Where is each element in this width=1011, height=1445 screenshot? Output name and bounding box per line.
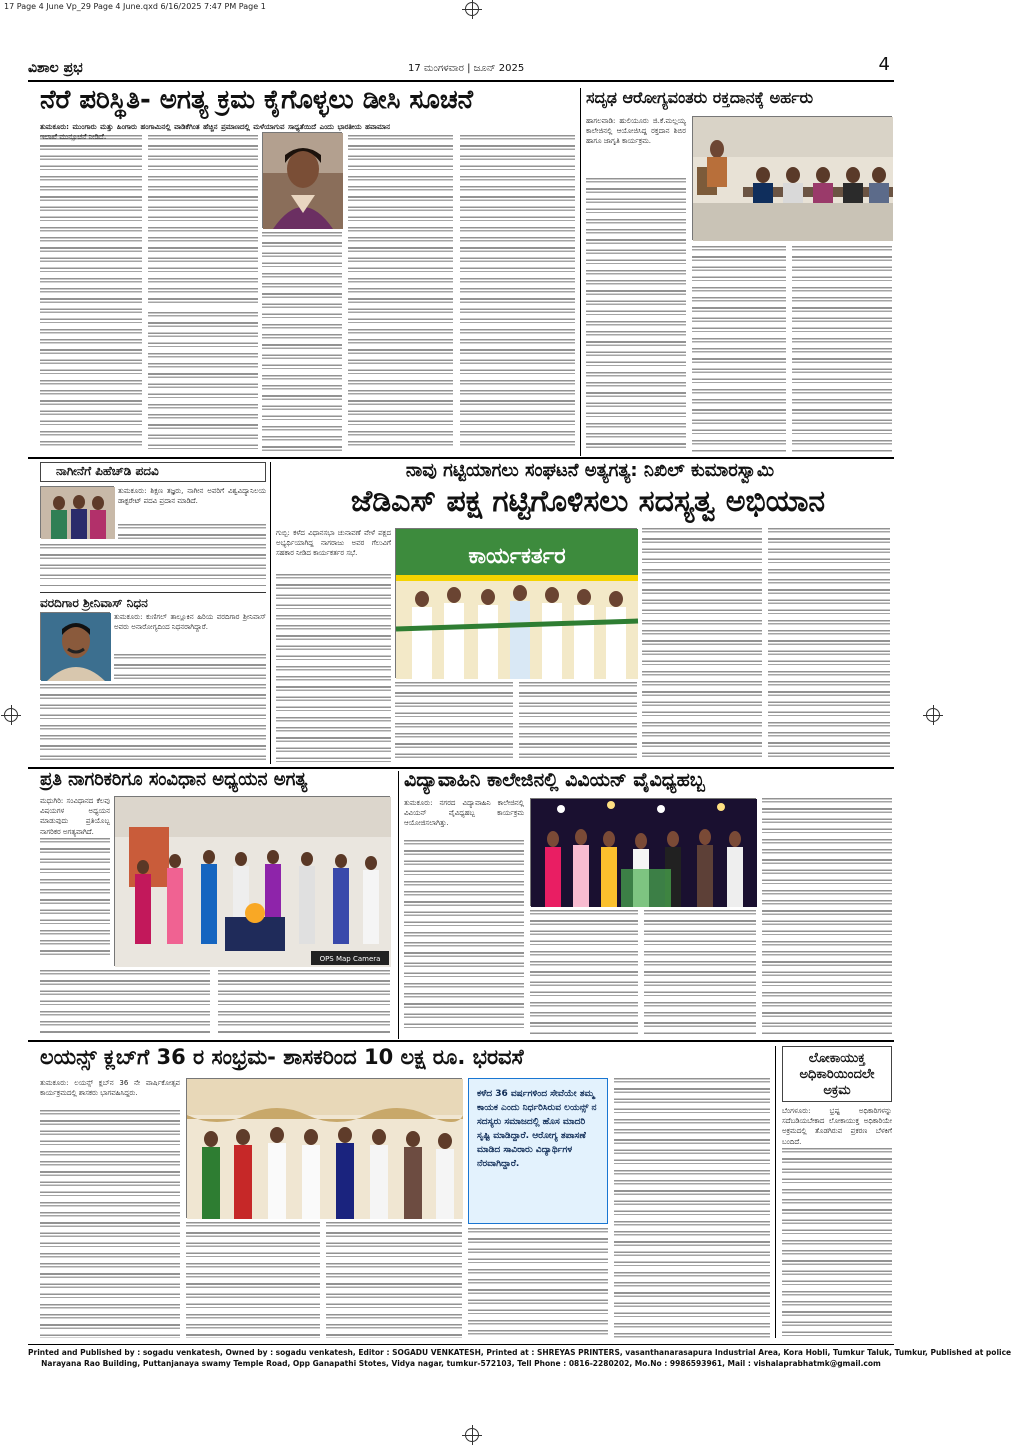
constitution-dateline: ಮಧುಗಿರಿ: ಸಂವಿಧಾನದ ಕೆಲವು ವಿಷಯಗಳ ಅಧ್ಯಯನ ಮಾಡುವುದು ಪ್ರತಿಯೊಬ್ಬ ನಾಗರಿಕರ ಅಗತ್ಯವಾಗಿದೆ. (40, 797, 110, 836)
lions-event-photo (186, 1078, 462, 1218)
text-column (118, 524, 266, 544)
headline-lokayukta: ಲೋಕಾಯುಕ್ತ ಅಧಿಕಾರಿಯಿಂದಲೇ ಅಕ್ರಮ (799, 1051, 875, 1098)
text-column (276, 574, 391, 762)
text-column (468, 1228, 608, 1338)
photo-watermark: OPS Map Camera (319, 955, 381, 963)
lokayukta-dateline: ಬೆಂಗಳೂರು: ಭ್ರಷ್ಟ ಅಧಿಕಾರಿಗಳನ್ನು ಸದೆಬಡಿಯಬೇಕಾದ ಲೋಕಾಯುಕ್ತ ಅಧಿಕಾರಿಯೇ ಅಕ್ರಮದಲ್ಲಿ ತೊಡಗಿರುವ ಪ್ರಕರಣ ಬೆಳಕಿಗೆ ಬಂದಿದೆ. (782, 1107, 892, 1146)
registration-mark-bottom (465, 1428, 479, 1442)
pull-quote-text: ಕಳೆದ 36 ವರ್ಷಗಳಿಂದ ಸೇವೆಯೇ ತಮ್ಮ ಕಾಯಕ ಎಂದು ನಿರ್ಧರಿಸಿರುವ ಲಯನ್ಸ್ ನ ಸದಸ್ಯರು ಸಮಾಜದಲ್ಲಿ ಹೊಸ ಮಾದರಿ ಸೃಷ್ಟಿ ಮಾಡಿದ್ದಾರೆ. ಆರೋಗ್ಯ ತಪಾಸಣೆ ಮಾಡಿದ ಸಾವಿರಾರು ವಿದ್ಯಾರ್ಥಿಗಳ ನೆರವಾಗಿದ್ದಾರೆ. (477, 1089, 597, 1169)
headline-jds: ಜೆಡಿಎಸ್ ಪಕ್ಷ ಗಟ್ಟಿಗೊಳಿಸಲು ಸದಸ್ಯತ್ವ ಅಭಿಯಾನ (350, 484, 826, 519)
issue-date: 17 ಮಂಗಳವಾರ | ಜೂನ್ 2025 (408, 63, 525, 74)
text-column (792, 246, 892, 453)
text-column (326, 1222, 462, 1338)
text-column (460, 135, 575, 451)
phd-photo (40, 486, 114, 538)
column-rule (580, 88, 581, 456)
text-column (614, 1078, 770, 1338)
print-info: 17 Page 4 June Vp_29 Page 4 June.qxd 6/16/2025 7:47 PM Page 1 (4, 2, 266, 11)
column-rule (270, 462, 271, 764)
text-column (40, 970, 210, 1034)
imprint-line-1: Printed and Published by : sogadu venkatesh, Owned by : sogadu venkatesh, Editor : SOGADU VENKATESH, Printed at : SHREYAS PRINTERS, vasanthanarasapura Industrial Area, Kora Hobli, Tumkur Taluk, Tumkur, Published at police (28, 1348, 1011, 1357)
section-divider (28, 1040, 894, 1042)
headline-obituary: ವರದಿಗಾರ ಶ್ರೀನಿವಾಸ್ ನಿಧನ (40, 592, 266, 610)
obituary-dateline: ತುಮಕೂರು: ಕುಣಿಗಲ್ ತಾಲ್ಲೂಕಿನ ಹಿರಿಯ ವರದಿಗಾರ ಶ್ರೀನಿವಾಸ್ ಅವರು ಅನಾರೋಗ್ಯದಿಂದ ನಿಧನರಾಗಿದ್ದಾರೆ. (114, 612, 266, 652)
text-column (40, 838, 110, 958)
masthead (28, 54, 894, 82)
text-column (519, 682, 637, 762)
text-column (148, 312, 258, 451)
pull-quote-box (468, 1078, 608, 1224)
jds-event-photo (395, 528, 637, 678)
headline-college: ವಿದ್ಯಾವಾಹಿನಿ ಕಾಲೇಜಿನಲ್ಲಿ ವಿವಿಯನ್ ವೈವಿಧ್ಯಹಬ್ಬ (404, 769, 705, 791)
text-column (692, 246, 786, 453)
registration-mark-top (465, 2, 479, 16)
imprint-line-2: Narayana Rao Building, Puttanjanaya swamy Temple Road, Opp Ganapathi Stotes, Vidya nagar, tumkur-572103, Tell Phone : 0816-2280202, Mo.No : 9986593961, Mail : vishalaprabhatmk@gmail.com (41, 1359, 881, 1368)
text-column (586, 178, 686, 453)
lokayukta-headline-box (782, 1046, 892, 1102)
headline-blood-donation: ಸದೃಢ ಆರೋಗ್ಯವಂತರು ರಕ್ತದಾನಕ್ಕೆ ಅರ್ಹರು (586, 88, 814, 107)
text-column (40, 544, 266, 586)
dateline-blood: ಹಾಗಲವಾಡಿ: ಹುಲಿಯೂರು ಜಿ.ಕೆ.ಮಲ್ಲಯ್ಯ ಕಾಲೇಜಿನಲ್ಲಿ ಆಯೋಜಿಸಿದ್ದ ರಕ್ತದಾನ ಶಿಬಿರ ಹಾಗೂ ಜಾಗೃತಿ ಕಾರ್ಯಕ್ರಮ. (586, 116, 686, 174)
newspaper-name: ವಿಶಾಲ ಪ್ರಭ (28, 60, 83, 76)
text-column (782, 1148, 892, 1338)
text-column (114, 654, 266, 682)
column-rule (775, 1046, 776, 1338)
headline-constitution: ಪ್ರತಿ ನಾಗರಿಕರಿಗೂ ಸಂವಿಧಾನ ಅಧ್ಯಯನ ಅಗತ್ಯ (40, 769, 308, 790)
column-rule (398, 771, 399, 1039)
text-column (530, 910, 638, 1034)
text-column (40, 1110, 180, 1338)
dateline-flood: ತುಮಕೂರು: ಮುಂಗಾರು ಮತ್ತು ಹಿಂಗಾರು ಹಂಗಾಮಿನಲ್ಲಿ ವಾಡಿಕೆಗಿಂತ ಹೆಚ್ಚಿನ ಪ್ರಮಾಣದಲ್ಲಿ ಮಳೆಯಾಗುವ ಸಾಧ್ಯತೆಯಿದೆ ಎಂದು ಭಾರತೀಯ ಹವಾಮಾನ (40, 123, 390, 131)
headline-flood: ನೆರೆ ಪರಿಸ್ಥಿತಿ- ಅಗತ್ಯ ಕ್ರಮ ಕೈಗೊಳ್ಳಲು ಡೀಸಿ ಸೂಚನೆ (40, 85, 474, 115)
text-column (40, 135, 142, 451)
text-column (642, 528, 762, 762)
headline-lions: ಲಯನ್ಸ್ ಕ್ಲಬ್‌ಗೆ 36 ರ ಸಂಭ್ರಮ- ಶಾಸಕರಿಂದ 10 ಲಕ್ಷ ರೂ. ಭರವಸೆ (40, 1045, 524, 1069)
text-column (395, 682, 513, 762)
text-column (218, 970, 390, 1034)
blood-donation-photo (692, 116, 892, 240)
registration-mark-right (926, 708, 940, 722)
phd-dateline: ತುಮಕೂರು: ಶಿಕ್ಷಣ ತಜ್ಞರು, ನಾಗೀನ ಅವರಿಗೆ ವಿಶ್ವವಿದ್ಯಾನಿಲಯ ಡಾಕ್ಟರೇಟ್ ಪದವಿ ಪ್ರದಾನ ಮಾಡಿದೆ. (118, 486, 266, 522)
jds-dateline: ಗುಬ್ಬಿ: ಕಳೆದ ವಿಧಾನಸಭಾ ಚುನಾವಣೆ ವೇಳೆ ಪಕ್ಷದ ಅಭ್ಯರ್ಥಿಯಾಗಿದ್ದ ನಾಗರಾಜು ಅವರ ಗೆಲುವಿಗೆ ಸಹಕಾರ ನೀಡಿದ ಕಾರ್ಯಕರ್ತರ ಸಭೆ. (276, 528, 391, 572)
college-dateline: ತುಮಕೂರು: ನಗರದ ವಿದ್ಯಾವಾಹಿನಿ ಕಾಲೇಜಿನಲ್ಲಿ ವಿವಿಯನ್ ವೈವಿಧ್ಯಹಬ್ಬ ಕಾರ್ಯಕ್ರಮ ಆಯೋಜಿಸಲಾಗಿತ್ತು. (404, 798, 524, 838)
college-event-photo (530, 798, 756, 906)
text-column (148, 135, 258, 305)
headline-phd: ನಾಗೀನೆಗೆ ಪಿಹೆಚ್‌ಡಿ ಪದವಿ (56, 464, 159, 478)
constitution-event-photo (114, 796, 390, 966)
registration-mark-left (4, 708, 18, 722)
text-column (40, 684, 266, 764)
text-column (186, 1222, 320, 1338)
obituary-photo (40, 612, 110, 680)
text-column (644, 910, 756, 1034)
text-column (762, 798, 892, 1034)
kicker-jds: ನಾವು ಗಟ್ಟಿಯಾಗಲು ಸಂಘಟನೆ ಅತ್ಯಗತ್ಯ: ನಿಖಿಲ್ ಕುಮಾರಸ್ವಾಮಿ (405, 460, 775, 481)
text-column (768, 528, 890, 762)
official-photo (262, 132, 342, 228)
text-column (404, 840, 524, 1034)
text-column (348, 135, 453, 451)
lions-dateline: ತುಮಕೂರು: ಲಯನ್ಸ್ ಕ್ಲಬ್‌ನ 36 ನೇ ವಾರ್ಷಿಕೋತ್ಸವ ಕಾರ್ಯಕ್ರಮದಲ್ಲಿ ಶಾಸಕರು ಭಾಗವಹಿಸಿದ್ದರು. (40, 1078, 180, 1108)
jds-banner-text: ಕಾರ್ಯಕರ್ತರ (468, 544, 566, 569)
page-number: 4 (878, 54, 890, 75)
imprint-footer (28, 1344, 1011, 1370)
section-divider (28, 457, 894, 459)
text-column (262, 232, 342, 451)
